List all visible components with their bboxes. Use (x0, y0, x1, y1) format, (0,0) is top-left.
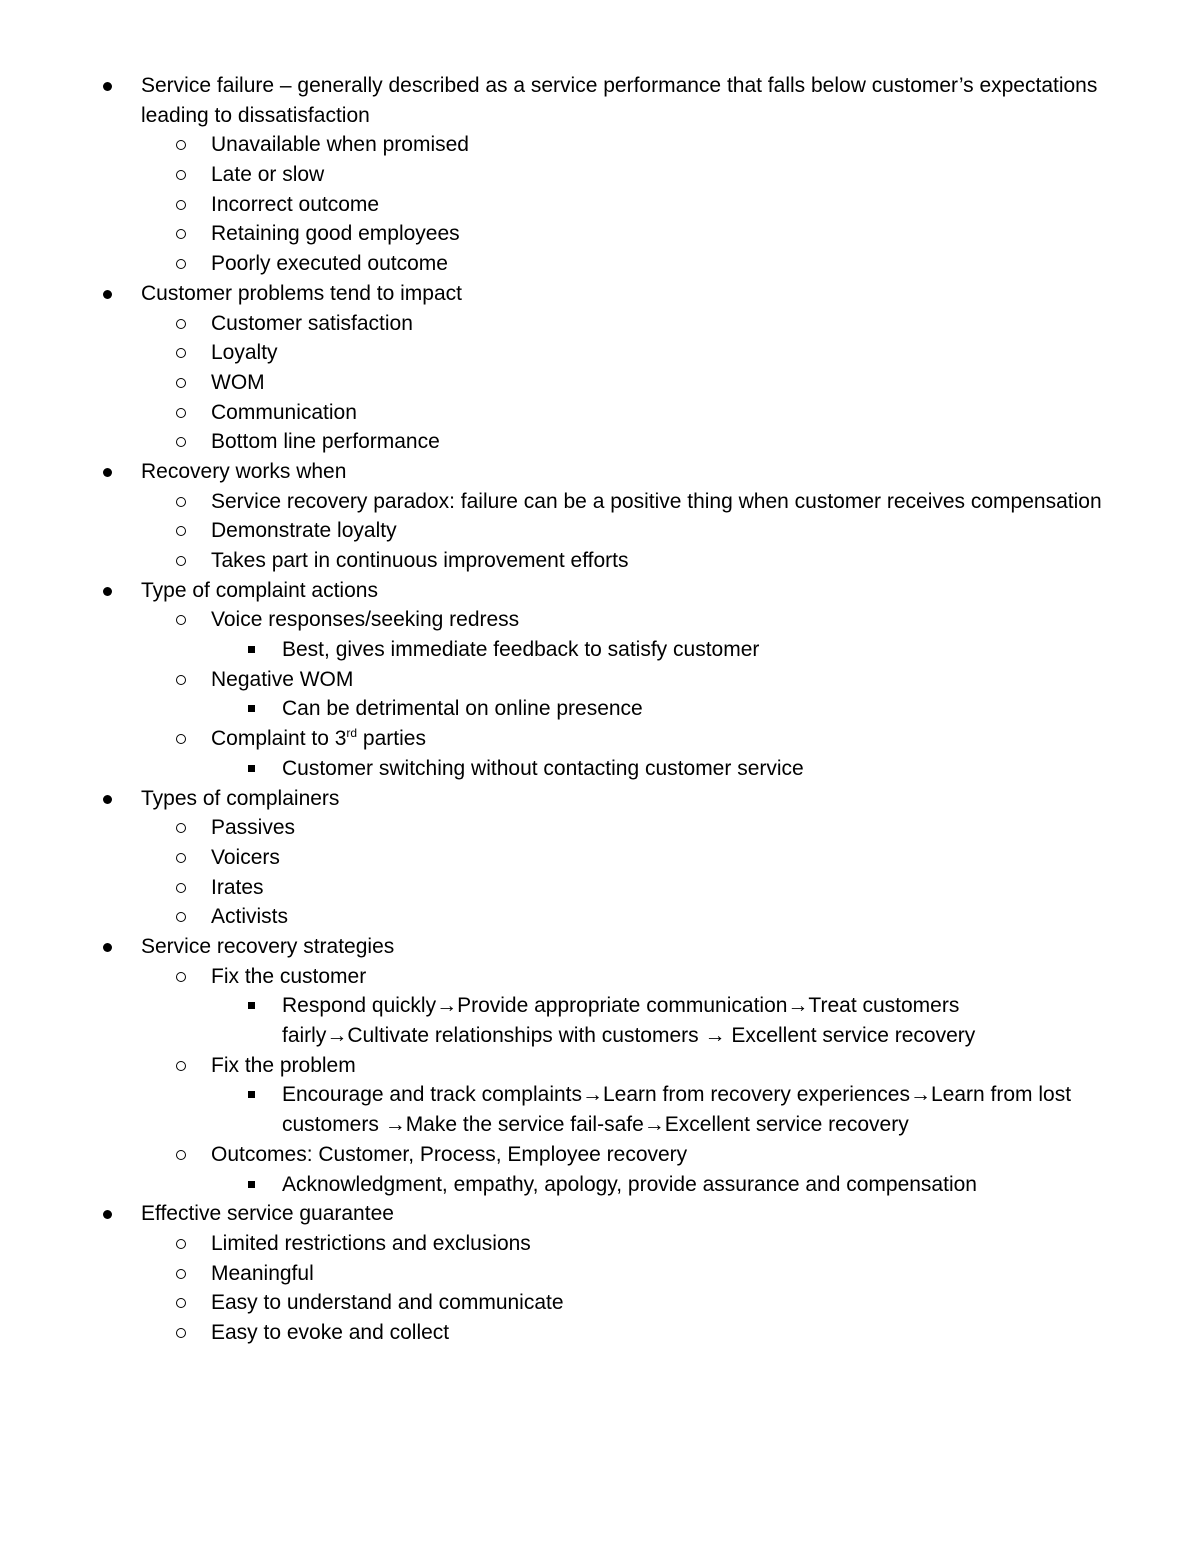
ordinal-suffix: rd (346, 726, 358, 741)
item-text: Communication (211, 400, 357, 424)
item-text: Limited restrictions and exclusions (211, 1231, 531, 1255)
item-text: Type of complaint actions (141, 578, 378, 602)
outline-detail (0, 991, 1200, 1050)
item-text: Fix the customer (211, 964, 367, 988)
outline-subitem (0, 1259, 1200, 1289)
outline-subitem (0, 873, 1200, 903)
document-body (0, 71, 1200, 1348)
outline-subitem (0, 190, 1200, 220)
item-text (211, 724, 1121, 754)
outline-item (0, 279, 1200, 309)
item-text: Effective service guarantee (141, 1202, 394, 1226)
outline-subitem (0, 665, 1200, 695)
outline-subitem (0, 1288, 1200, 1318)
item-text: WOM (211, 370, 265, 394)
outline-item (0, 784, 1200, 814)
outline-subitem (0, 546, 1200, 576)
item-text: Retaining good employees (211, 222, 460, 246)
outline-subitem (0, 516, 1200, 546)
outline-subitem (0, 130, 1200, 160)
item-text: Easy to evoke and collect (211, 1320, 450, 1344)
outline-subitem (0, 605, 1200, 635)
item-text: Fix the problem (211, 1053, 356, 1077)
outline-item (0, 1199, 1200, 1229)
outline-item (0, 576, 1200, 606)
outline-subitem (0, 309, 1200, 339)
item-text: Customer switching without contacting customer service (282, 756, 804, 780)
outline-subitem (0, 249, 1200, 279)
outline-subitem (0, 724, 1200, 754)
item-text: Acknowledgment, empathy, apology, provide assurance and compensation (282, 1172, 977, 1196)
item-text: Customer problems tend to impact (141, 281, 462, 305)
item-text: Service failure – generally described as a service performance that falls below customer’s expectations leading to dissatisfaction (141, 74, 1098, 127)
outline-subitem (0, 843, 1200, 873)
outline-detail (0, 1080, 1200, 1139)
item-text: Respond quickly→Provide appropriate communication→Treat customers fairly→Cultivate relationships with customers → Excellent service recovery (282, 994, 976, 1048)
outline-subitem (0, 338, 1200, 368)
item-text: Incorrect outcome (211, 192, 380, 216)
item-text: Poorly executed outcome (211, 252, 448, 276)
outline-detail (0, 1170, 1200, 1200)
item-text: Voicers (211, 845, 280, 869)
item-text: Service recovery strategies (141, 934, 395, 958)
item-text: Bottom line performance (211, 430, 440, 454)
outline-subitem (0, 368, 1200, 398)
item-text-part: parties (357, 727, 426, 751)
outline-subitem (0, 902, 1200, 932)
outline-subitem (0, 487, 1200, 517)
item-text: Takes part in continuous improvement efforts (211, 549, 629, 573)
item-text: Encourage and track complaints→Learn from recovery experiences→Learn from lost customers →Make the service fail-safe→Excellent service recovery (282, 1083, 1072, 1137)
item-text: Easy to understand and communicate (211, 1291, 564, 1315)
item-text: Unavailable when promised (211, 133, 469, 157)
item-text: Activists (211, 905, 289, 929)
item-text: Irates (211, 875, 264, 899)
outline-detail (0, 635, 1200, 665)
outline-subitem (0, 1051, 1200, 1081)
outline-item (0, 457, 1200, 487)
item-text-part: Complaint to 3 (211, 727, 347, 751)
item-text: Service recovery paradox: failure can be a positive thing when customer receives compensation (211, 489, 1102, 513)
outline-subitem (0, 1140, 1200, 1170)
item-text: Can be detrimental on online presence (282, 697, 643, 721)
item-text: Types of complainers (141, 786, 340, 810)
item-text: Loyalty (211, 341, 278, 365)
outline-subitem (0, 1318, 1200, 1348)
item-text: Voice responses/seeking redress (211, 608, 520, 632)
item-text: Outcomes: Customer, Process, Employee recovery (211, 1142, 688, 1166)
item-text: Best, gives immediate feedback to satisfy customer (282, 638, 760, 662)
outline-item (0, 71, 1200, 130)
outline-subitem (0, 398, 1200, 428)
outline-subitem (0, 1229, 1200, 1259)
outline-detail (0, 694, 1200, 724)
item-text: Meaningful (211, 1261, 314, 1285)
outline-subitem (0, 160, 1200, 190)
item-text: Demonstrate loyalty (211, 519, 397, 543)
outline-subitem (0, 427, 1200, 457)
item-text: Late or slow (211, 163, 325, 187)
outline-subitem (0, 813, 1200, 843)
outline-subitem (0, 962, 1200, 992)
item-text: Recovery works when (141, 459, 347, 483)
item-text: Passives (211, 816, 296, 840)
outline-subitem (0, 219, 1200, 249)
item-text: Customer satisfaction (211, 311, 413, 335)
outline-item (0, 932, 1200, 962)
outline-detail (0, 754, 1200, 784)
item-text: Negative WOM (211, 667, 354, 691)
